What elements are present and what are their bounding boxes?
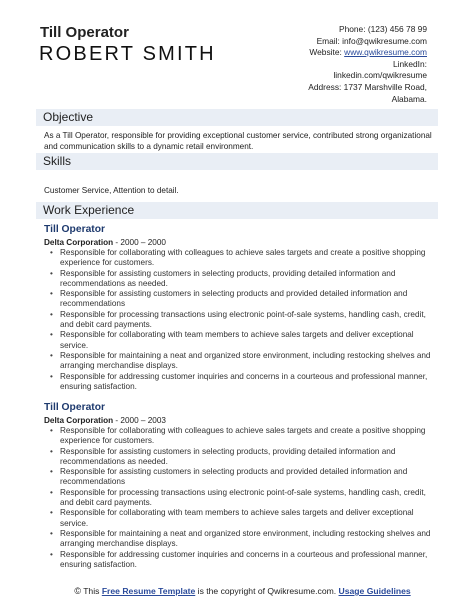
duty-list	[44, 426, 438, 570]
job-entry	[44, 224, 438, 392]
skills-text: Customer Service, Attention to detail.	[44, 186, 179, 195]
duty-item: • Responsible for collaborating with colleagues to achieve sales targets and create a positive shopping experience for customers.	[60, 426, 438, 447]
job-title: Till Operator	[44, 402, 106, 413]
contact-website	[247, 47, 427, 59]
job-company: Delta Corporation	[44, 238, 114, 247]
copyright-icon: ©	[74, 586, 81, 596]
duty-item: • Responsible for assisting customers in selecting products, providing detailed information and recommendations as needed.	[60, 447, 438, 468]
contact-linkedin-label: LinkedIn:	[393, 58, 427, 69]
candidate-name: ROBERT SMITH	[39, 43, 216, 65]
contact-address: Address: 1737 Marshville Road,	[308, 81, 427, 92]
duty-item: • Responsible for maintaining a neat and organized store environment, including restocking shelves and arranging merchandise displays.	[60, 529, 438, 550]
contact-address-line2: Alabama.	[391, 93, 427, 104]
work-experience-heading: Work Experience	[43, 203, 135, 217]
duty-item: • Responsible for processing transactions using electronic point-of-sale systems, handling cash, credit, and debit card payments.	[60, 488, 438, 509]
copyright-footer	[65, 586, 420, 598]
website-link[interactable]: www.qwikresume.com	[344, 47, 427, 58]
objective-heading-bar	[36, 109, 438, 126]
footer-middle: is the copyright of Qwikresume.com.	[195, 586, 339, 596]
duty-list	[44, 248, 438, 392]
duty-item: • Responsible for collaborating with team members to achieve sales targets and deliver exceptional service.	[60, 330, 438, 351]
contact-linkedin: linkedin.com/qwikresume	[333, 70, 427, 81]
usage-guidelines-link[interactable]: Usage Guidelines	[338, 586, 411, 596]
duty-item: • Responsible for processing transactions using electronic point-of-sale systems, handling cash, credit, and debit card payments.	[60, 310, 438, 331]
contact-phone: Phone: (123) 456 78 99	[338, 24, 427, 34]
job-entry	[44, 402, 438, 570]
free-resume-template-link[interactable]: Free Resume Template	[101, 586, 196, 596]
duty-item: • Responsible for collaborating with colleagues to achieve sales targets and create a positive shopping experience for customers.	[60, 248, 438, 269]
skills-heading-bar	[36, 153, 438, 170]
objective-text: As a Till Operator, responsible for providing exceptional customer service, contributed strong organizational and communication skills to a dynamic retail environment.	[44, 131, 432, 151]
job-dates: - 2000 – 2000	[113, 238, 166, 247]
duty-item: • Responsible for assisting customers in selecting products and provided detailed information and recommendations	[60, 289, 438, 310]
job-company-line	[44, 416, 438, 425]
duty-item: • Responsible for maintaining a neat and organized store environment, including restocking shelves and arranging merchandise displays.	[60, 351, 438, 372]
job-company-line	[44, 238, 438, 247]
job-dates: - 2000 – 2003	[113, 416, 166, 425]
contact-block	[247, 24, 427, 105]
duty-item: • Responsible for addressing customer inquiries and concerns in a courteous and professional manner, ensuring satisfaction.	[60, 550, 438, 571]
duty-item: • Responsible for collaborating with team members to achieve sales targets and deliver exceptional service.	[60, 508, 438, 529]
work-experience-heading-bar	[36, 202, 438, 219]
duty-item: • Responsible for addressing customer inquiries and concerns in a courteous and professional manner, ensuring satisfaction.	[60, 372, 438, 393]
resume-job-title: Till Operator	[40, 24, 129, 41]
footer-prefix: This	[83, 586, 102, 596]
skills-heading: Skills	[43, 154, 72, 168]
job-title: Till Operator	[44, 224, 106, 235]
job-company: Delta Corporation	[44, 416, 114, 425]
duty-item: • Responsible for assisting customers in selecting products, providing detailed information and recommendations as needed.	[60, 269, 438, 290]
duty-item: • Responsible for assisting customers in selecting products and provided detailed information and recommendations	[60, 467, 438, 488]
website-label: Website:	[309, 47, 345, 58]
contact-email: Email: info@qwikresume.com	[316, 35, 427, 46]
objective-heading: Objective	[43, 110, 94, 124]
